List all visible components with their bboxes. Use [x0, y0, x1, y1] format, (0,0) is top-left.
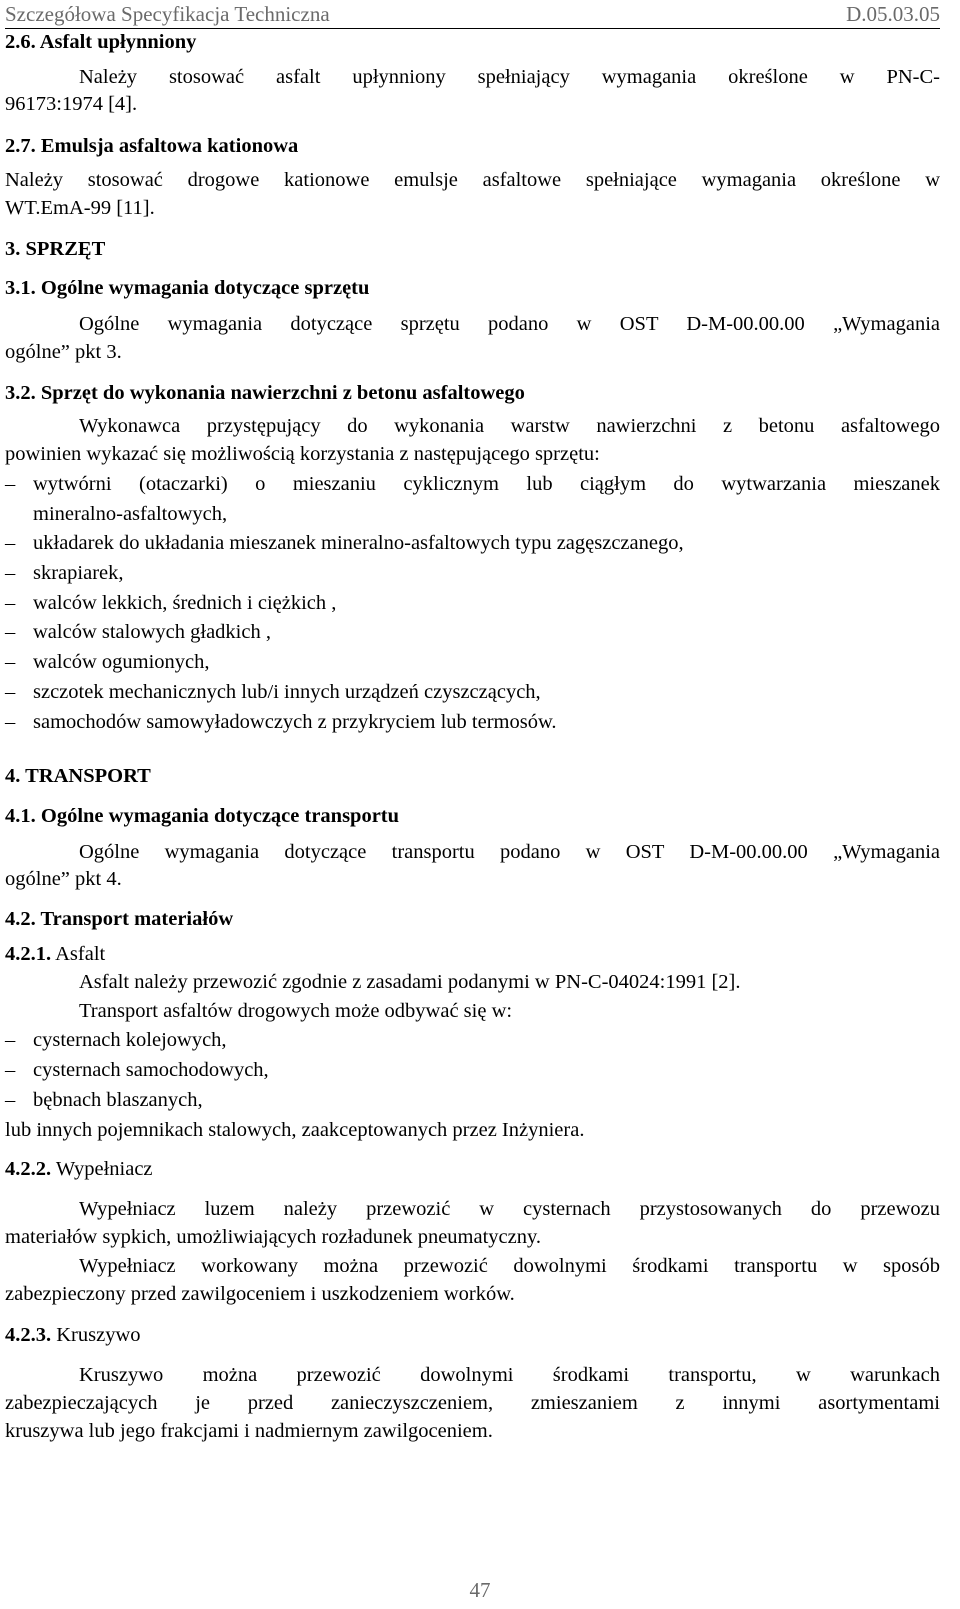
- list-item: walców ogumionych,: [33, 651, 210, 673]
- list-dash: –: [5, 621, 16, 643]
- list-item: szczotek mechanicznych lub/i innych urządzeń czyszczących,: [33, 681, 541, 703]
- list-item: mineralno-asfaltowych,: [33, 503, 228, 525]
- list-item: bębnach blaszanych,: [33, 1089, 203, 1111]
- paragraph-line: powinien wykazać się możliwością korzystania z następującego sprzętu:: [5, 443, 600, 465]
- subsection-heading: [5, 1155, 940, 1183]
- section-heading: 2.7. Emulsja asfaltowa kationowa: [5, 135, 299, 157]
- section-heading: 3.2. Sprzęt do wykonania nawierzchni z betonu asfaltowego: [5, 382, 525, 404]
- paragraph-line: 96173:1974 [4].: [5, 93, 138, 115]
- paragraph-line: ogólne” pkt 4.: [5, 868, 122, 890]
- list-item: wytwórni (otaczarki) o mieszaniu cyklicznym lub ciągłym do wytwarzania mieszanek: [33, 473, 940, 495]
- list-item: skrapiarek,: [33, 562, 124, 584]
- subsection-heading: [5, 940, 940, 968]
- list-item: samochodów samowyładowczych z przykryciem lub termosów.: [33, 711, 557, 733]
- list-dash: –: [5, 532, 16, 554]
- list-item: walców lekkich, średnich i ciężkich ,: [33, 592, 337, 614]
- section-heading: 4.1. Ogólne wymagania dotyczące transportu: [5, 805, 400, 827]
- paragraph-line: Kruszywo można przewozić dowolnymi środkami transportu, w warunkach: [79, 1364, 940, 1386]
- paragraph-line: WT.EmA-99 [11].: [5, 197, 155, 219]
- list-dash: –: [5, 1029, 16, 1051]
- section-heading: 3.1. Ogólne wymagania dotyczące sprzętu: [5, 277, 370, 299]
- section-heading: 3. SPRZĘT: [5, 238, 106, 260]
- paragraph-line: Wypełniacz luzem należy przewozić w cysternach przystosowanych do przewozu: [79, 1198, 940, 1220]
- section-heading: 2.6. Asfalt upłynniony: [5, 31, 197, 53]
- list-dash: –: [5, 1059, 16, 1081]
- section-heading: 4. TRANSPORT: [5, 765, 151, 787]
- paragraph-line: Wypełniacz workowany można przewozić dowolnymi środkami transportu w sposób: [79, 1255, 940, 1277]
- paragraph-line: lub innych pojemnikach stalowych, zaakceptowanych przez Inżyniera.: [5, 1119, 585, 1141]
- list-item: cysternach kolejowych,: [33, 1029, 227, 1051]
- list-item: cysternach samochodowych,: [33, 1059, 269, 1081]
- paragraph-line: Należy stosować drogowe kationowe emulsje asfaltowe spełniające wymagania określone w: [5, 169, 940, 191]
- page-header: [5, 0, 940, 29]
- paragraph-line: kruszywa lub jego frakcjami i nadmiernym zawilgoceniem.: [5, 1420, 493, 1442]
- header-code: D.05.03.05: [846, 2, 940, 26]
- paragraph-line: zabezpieczających je przed zanieczyszczeniem, zmieszaniem z innymi asortymentami: [5, 1392, 940, 1414]
- paragraph-line: zabezpieczony przed zawilgoceniem i uszkodzeniem worków.: [5, 1283, 515, 1305]
- list-dash: –: [5, 681, 16, 703]
- subsection-title: Wypełniacz: [51, 1158, 153, 1180]
- list-dash: –: [5, 651, 16, 673]
- list-dash: –: [5, 473, 16, 495]
- list-dash: –: [5, 1089, 16, 1111]
- list-dash: –: [5, 711, 16, 733]
- paragraph-line: Wykonawca przystępujący do wykonania warstw nawierzchni z betonu asfaltowego: [79, 415, 940, 437]
- paragraph-line: Asfalt należy przewozić zgodnie z zasadami podanymi w PN-C-04024:1991 [2].: [79, 971, 741, 993]
- list-item: układarek do układania mieszanek mineralno-asfaltowych typu zagęszczanego,: [33, 532, 684, 554]
- subsection-heading: [5, 1321, 940, 1349]
- paragraph-line: Należy stosować asfalt upłynniony spełniający wymagania określone w PN-C-: [79, 66, 940, 88]
- paragraph-line: Transport asfaltów drogowych może odbywać się w:: [79, 1000, 513, 1022]
- paragraph-line: Ogólne wymagania dotyczące transportu podano w OST D-M-00.00.00 „Wymagania: [79, 841, 940, 863]
- paragraph-line: ogólne” pkt 3.: [5, 341, 122, 363]
- subsection-title: Asfalt: [51, 943, 106, 965]
- section-heading: 4.2. Transport materiałów: [5, 908, 234, 930]
- subsection-number: 4.2.1.: [5, 943, 52, 965]
- paragraph-line: materiałów sypkich, umożliwiających rozładunek pneumatyczny.: [5, 1226, 542, 1248]
- subsection-number: 4.2.2.: [5, 1158, 52, 1180]
- subsection-number: 4.2.3.: [5, 1324, 52, 1346]
- header-title: Szczegółowa Specyfikacja Techniczna: [5, 2, 330, 26]
- list-dash: –: [5, 592, 16, 614]
- list-dash: –: [5, 562, 16, 584]
- paragraph-line: Ogólne wymagania dotyczące sprzętu podano w OST D-M-00.00.00 „Wymagania: [79, 313, 940, 335]
- subsection-title: Kruszywo: [51, 1324, 141, 1346]
- page-number: 47: [469, 1578, 491, 1602]
- list-item: walców stalowych gładkich ,: [33, 621, 271, 643]
